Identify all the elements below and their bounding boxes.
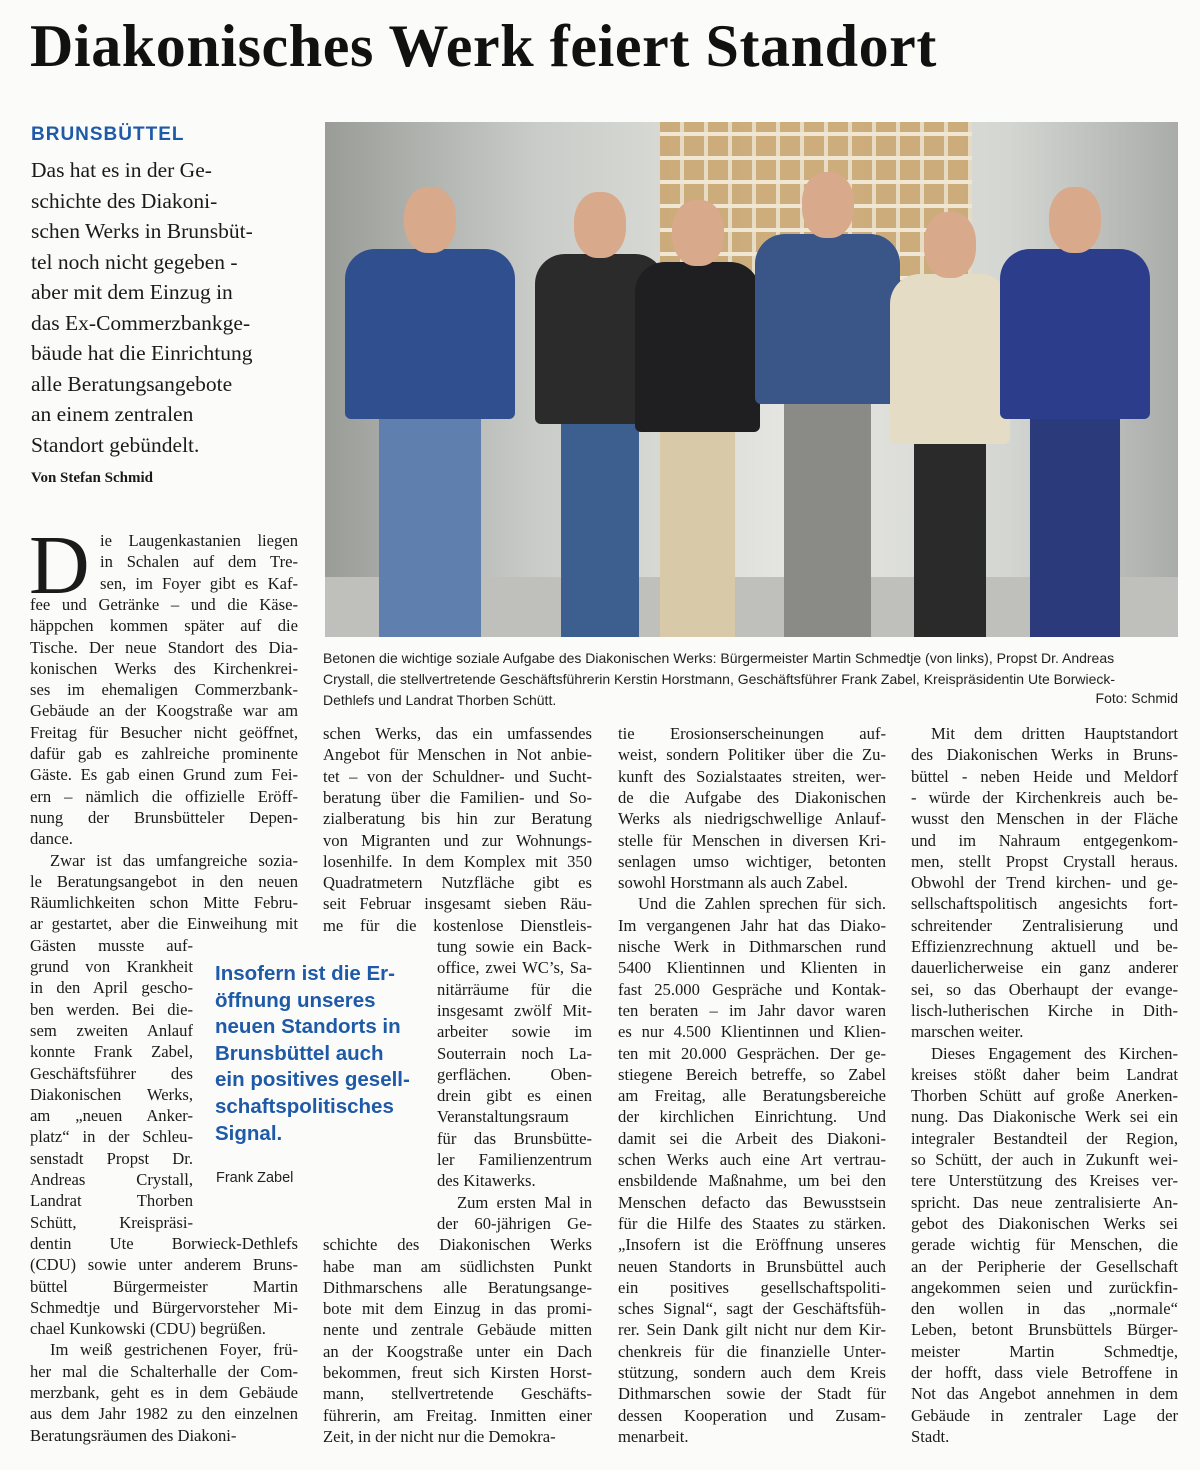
body-text-line: Quadratmetern Nutzfläche gibt es [323, 873, 592, 893]
body-text-line: dentin Ute Borwieck-Dethlefs [30, 1233, 298, 1253]
body-text-line: nente und zentrale Gebäude mitten [323, 1320, 592, 1340]
intro-line: aber mit dem Einzug in [31, 280, 233, 304]
body-text-line: Mit dem dritten Hauptstandort [931, 724, 1178, 743]
body-text-line: gerade wichtig für Menschen, die [911, 1235, 1178, 1255]
body-text-line: Diakonischen Werks, [30, 1084, 193, 1104]
body-text-line: Gäste. Es gab einen Grund zum Fei- [30, 765, 298, 785]
body-text-line: schichte des Diakonischen Werks [323, 1235, 592, 1255]
body-text-line: der kirchlichen Einrichtung. Und [618, 1107, 886, 1127]
body-text-line: in den April gescho- [30, 978, 193, 998]
body-text-line: Stadt. [911, 1426, 950, 1446]
body-text-line: den wollen in das „normale“ [911, 1299, 1178, 1319]
body-text-line: seit Februar insgesamt sieben Räu- [323, 894, 592, 914]
body-text-line: Veranstaltungsraum [437, 1107, 569, 1127]
body-text-line: zialberatung bis hin zur Beratung [323, 809, 592, 829]
body-text-line: Landrat Thorben [30, 1191, 193, 1211]
body-text-line: me für die kostenlose Dienstleis- [323, 915, 592, 935]
body-text-line: dessen Kooperation und Zusam- [618, 1405, 886, 1425]
body-text-line: gerflächen. Oben- [437, 1064, 592, 1084]
person-head [404, 187, 456, 253]
body-text-line: Werks als niedrigschwellige Anlauf- [618, 809, 886, 829]
body-text-line: tung sowie ein Back- [437, 937, 592, 956]
body-text-line: Schütt, Kreispräsi- [30, 1212, 193, 1232]
person-legs [660, 430, 735, 637]
pull-quote-line: ein positives gesell- [215, 1068, 410, 1092]
body-text-line: es nur 4.500 Klientinnen und Klien- [618, 1022, 886, 1042]
person-legs [914, 442, 986, 637]
body-text-line: angekommen seien und zurückfin- [911, 1277, 1178, 1297]
body-text-line: wusst den Menschen in der Fläche [911, 809, 1178, 829]
intro-line: bäude hat die Einrichtung [31, 341, 253, 365]
photo-person [635, 122, 760, 637]
body-text-line: Zeit, in der nicht nur die Demokra- [323, 1426, 556, 1446]
body-text-line: schen Werks, das ein umfassendes [323, 724, 592, 743]
body-text-line: von Migranten und zur Wohnungs- [323, 830, 592, 850]
body-text-line: an der Peripherie der Gesellschaft [911, 1256, 1178, 1276]
body-text-line: Geschäftsführer des [30, 1063, 193, 1083]
body-text-line: grund von Krankheit [30, 957, 193, 976]
pull-quote-line: öffnung unseres [215, 988, 376, 1012]
person-legs [1030, 417, 1120, 637]
body-text-line: insgesamt zwölf Mit- [437, 1000, 592, 1020]
body-text-line: Schmedtje und Bürgervorsteher Mi- [30, 1297, 298, 1317]
body-text-line: bekommen, freut sich Kirsten Horst- [323, 1363, 592, 1382]
body-text-line: menarbeit. [618, 1426, 689, 1446]
body-text-line: sen, im Foyer gibt es Kaf- [100, 573, 298, 593]
person-torso [890, 274, 1010, 444]
intro-line: an einem zentralen [31, 402, 194, 426]
body-text-line: stiegene Bereich betreffe, so Zabel [618, 1064, 886, 1084]
body-text-line: tere Unterstützung des Kreises ver- [911, 1171, 1178, 1191]
body-text-line: tet – von der Schuldner- und Sucht- [323, 766, 592, 786]
body-text-line: Dieses Engagement des Kirchen- [931, 1043, 1178, 1063]
body-text-line: und im Nahraum entgegenkom- [911, 830, 1178, 850]
body-text-line: nitärräume für die [437, 979, 592, 999]
body-text-line: de die Aufgabe des Diakonischen [618, 787, 886, 807]
photo-person [755, 122, 900, 637]
body-text-line: sem zweiten Anlauf [30, 1020, 193, 1040]
body-text-line: lisch-lutherischen Kirche in Dith- [911, 1000, 1178, 1020]
drop-cap: D [29, 519, 90, 612]
body-text-line: der hofft, dass viele Betroffene in [911, 1363, 1178, 1382]
body-text-line: des Kitawerks. [437, 1171, 536, 1191]
body-text-line: Not das Angebot annehmen in dem [911, 1384, 1178, 1404]
body-text-line: tie Erosionserscheinungen auf- [618, 724, 886, 743]
body-text-line: sei, so das Oberhaupt der evange- [911, 979, 1178, 999]
body-text-line: Souterrain noch La- [437, 1043, 592, 1063]
body-text-line: Obwohl der Trend kirchen- und ge- [911, 873, 1178, 893]
caption-line: Dethlefs und Landrat Thorben Schütt. [323, 692, 557, 708]
body-text-line: ten mit 20.000 Gesprächen. Der ge- [618, 1043, 886, 1063]
photo-caption [323, 648, 1178, 711]
body-text-line: Thorben Schütt auf große Anerken- [911, 1086, 1178, 1106]
body-text-line: 5400 Klientinnen und Klienten in [618, 958, 886, 978]
body-text-line: stelle für Menschen in diversen Kri- [618, 830, 886, 850]
body-text-line: Gebäude an der Koogstraße war am [30, 701, 298, 721]
body-text-line: habe man am südlichsten Punkt [323, 1256, 592, 1276]
person-legs [379, 417, 481, 637]
person-head [672, 200, 724, 266]
body-text-line: ler Familienzentrum [437, 1150, 592, 1169]
intro-line: das Ex-Commerzbankge- [31, 310, 251, 335]
body-text-line: ses im ehemaligen Commerzbank- [30, 680, 298, 700]
body-text-line: beratung über die Familien- und So- [323, 787, 592, 807]
body-text-line: büttel - neben Heide und Meldorf [911, 766, 1178, 786]
body-text-line: Gebäude in zentraler Lage der [911, 1405, 1178, 1425]
photo-credit: Foto: Schmid [1095, 690, 1178, 706]
body-text-line: an der Koogstraße unter ein Dach [323, 1341, 592, 1361]
body-text-line: kunft des Sozialstaates streiten, wer- [618, 766, 886, 786]
body-text-line: am Freitag, alle Beratungsbereiche [618, 1086, 886, 1106]
photo-person [890, 122, 1010, 637]
body-text-line: sowohl Horstmann als auch Zabel. [618, 873, 848, 893]
person-legs [784, 402, 871, 637]
pull-quote-author: Frank Zabel [216, 1170, 294, 1186]
body-text-line: führerin, am Freitag. Inmitten einer [323, 1405, 592, 1425]
body-text-line: ie Laugenkastanien liegen [100, 531, 298, 550]
body-text-line: sches Signal“, sagt der Geschäftsfüh- [618, 1299, 886, 1319]
body-text-line: in Schalen auf dem Tre- [100, 552, 298, 572]
body-text-line: Im weiß gestrichenen Foyer, frü- [50, 1340, 298, 1360]
dateline: BRUNSBÜTTEL [31, 124, 185, 145]
body-text-line: ar gestartet, aber die Einweihung mit [30, 914, 298, 934]
caption-line: Betonen die wichtige soziale Aufgabe des Diakonischen Werks: Bürgermeister Martin Schmedtje (von links), Propst Dr. Andreas [323, 650, 1115, 666]
body-text-line: gebot des Diakonischen Werks sei [911, 1213, 1178, 1233]
body-text-line: chael Kunkowski (CDU) begrüßen. [30, 1319, 266, 1339]
body-text-line: - würde der Kirchenkreis auch be- [911, 787, 1178, 807]
body-text-line: dance. [30, 829, 73, 849]
photo-person [345, 122, 515, 637]
body-text-line: dafür gab es zahlreiche prominente [30, 744, 298, 763]
body-text-line: schreitender Zentralisierung und [911, 915, 1178, 935]
photo-person [1000, 122, 1150, 637]
body-text-line: spricht. Das neue zentralisierte An- [911, 1192, 1178, 1212]
body-text-line: Zwar ist das umfangreiche sozia- [50, 850, 298, 870]
body-text-line: für das Brunsbütte- [437, 1128, 592, 1148]
pull-quote-line: Insofern ist die Er- [215, 962, 395, 985]
body-text-line: drein gibt es einen [437, 1086, 592, 1106]
body-text-line: kreises stößt daher beim Landrat [911, 1064, 1178, 1084]
body-text-line: senstadt Propst Dr. [30, 1148, 193, 1168]
intro-line: schichte des Diakoni- [31, 188, 218, 213]
body-text-line: Zum ersten Mal in [457, 1192, 592, 1212]
person-head [574, 192, 626, 258]
body-text-line: losenhilfe. In dem Komplex mit 350 [323, 851, 592, 871]
body-text-line: marschen weiter. [911, 1022, 1024, 1042]
body-text-line: nische Werk in Dithmarschen rund [618, 937, 886, 956]
body-text-line: der 60-jährigen Ge- [437, 1213, 592, 1233]
byline: Von Stefan Schmid [31, 470, 153, 486]
body-text-line: le Beratungsangebot in den neuen [30, 871, 298, 891]
pull-quote-line: neuen Standorts in [215, 1015, 401, 1039]
body-text-line: platz“ in der Schleu- [30, 1127, 193, 1147]
body-text-line: häppchen kommen später auf die [30, 616, 298, 636]
body-text-line: dauerlicherweise ein ganz anderer [911, 958, 1178, 978]
body-text-line: Räumlichkeiten schon Mitte Febru- [30, 893, 298, 913]
intro-line: tel noch nicht gegeben - [31, 249, 238, 274]
body-text-line: Beratungsräumen des Diakoni- [30, 1425, 237, 1445]
body-text-line: chenkreis für die finanzielle Unter- [618, 1341, 886, 1361]
body-text-line: Tische. Der neue Standort des Dia- [30, 637, 298, 657]
body-text-line: aus dem Jahr 1982 zu den einzelnen [30, 1404, 298, 1424]
body-text-line: Leben, betont Brunsbüttels Bürger- [911, 1320, 1178, 1340]
body-text-line: nung der Brunsbütteler Depen- [30, 807, 298, 827]
body-text-line: bote mit dem Einzug in das promi- [323, 1299, 592, 1319]
body-text-line: schen Werks auch eine Art vertrau- [618, 1150, 886, 1169]
body-text-line: merzbank, geht es in dem Gebäude [30, 1383, 298, 1402]
body-text-line: Angebot für Menschen in Not anbie- [323, 745, 592, 765]
body-text-line: konischen Werks des Kirchenkrei- [30, 658, 298, 678]
person-head [802, 172, 854, 238]
intro-line: schen Werks in Brunsbüt- [31, 219, 253, 243]
body-text-line: büttel Bürgermeister Martin [30, 1276, 298, 1296]
body-text-line: ben werden. Bei die- [30, 999, 193, 1019]
body-text-line: am „neuen Anker- [30, 1106, 193, 1126]
pull-quote-line: Signal. [215, 1121, 283, 1145]
intro-line: alle Beratungsangebote [31, 371, 233, 396]
body-text-line: fee und Getränke – und die Käse- [30, 594, 298, 614]
body-text-line: Andreas Crystall, [30, 1170, 193, 1189]
intro-line: Das hat es in der Ge- [31, 158, 212, 182]
body-text-line: integraler Bestandteil der Region, [911, 1128, 1178, 1148]
body-text-line: des Diakonischen Werks in Bruns- [911, 745, 1178, 765]
body-text-line: arbeiter sowie im [437, 1022, 592, 1042]
body-text-line: her mal die Schalterhalle der Com- [30, 1361, 298, 1381]
body-text-line: nung. Das Diakonische Werk sei ein [911, 1107, 1178, 1127]
caption-line: Crystall, die stellvertretende Geschäftsführerin Kerstin Horstmann, Geschäftsführer Frank Zabel, Kreispräsidentin Ute Borwieck- [323, 671, 1116, 687]
body-text-line: Menschen defacto das Bewusstsein [618, 1192, 886, 1212]
person-torso [345, 249, 515, 419]
body-text-line: ern – nämlich die offizielle Eröff- [30, 786, 298, 806]
body-text-line: Im vergangenen Jahr hat das Diako- [618, 915, 886, 935]
body-text-line: rer. Sein Dank gilt nicht nur dem Kir- [618, 1320, 886, 1340]
body-text-line: Dithmarschens alle Beratungsange- [323, 1277, 592, 1297]
body-text-line: für die Hilfe des Staates zu stärken. [618, 1213, 886, 1233]
body-text-line: Dithmarschen sowie der Stadt für [618, 1384, 886, 1404]
body-text-line: so Schütt, der auch in Zukunft wei- [911, 1150, 1178, 1169]
body-text-line: mann, stellvertretende Geschäfts- [323, 1384, 592, 1404]
body-text-line: senlagen umso wichtiger, betonten [618, 851, 886, 871]
person-torso [635, 262, 760, 432]
body-text-line: ein positives gesellschaftspoliti- [618, 1277, 886, 1297]
body-text-line: stützung, sondern auch dem Kreis [618, 1363, 886, 1382]
body-text-line: ensbildende Maßnahme, um bei den [618, 1171, 886, 1191]
intro-line: Standort gebündelt. [31, 432, 200, 457]
body-text-line: (CDU) sowie unter anderem Bruns- [30, 1255, 298, 1275]
body-text-line: damit sei die Arbeit des Diakoni- [618, 1128, 886, 1148]
body-text-line: men, stellt Propst Crystall heraus. [911, 851, 1178, 871]
body-text-line: weist, sondern Politiker über die Zu- [618, 745, 886, 765]
body-text-line: Und die Zahlen sprechen für sich. [638, 894, 886, 914]
body-text-line: office, zwei WC’s, Sa- [437, 958, 592, 978]
body-text-line: sellschaftspolitisch angesichts fort- [911, 894, 1178, 914]
body-text-line: Effizienzrechnung aktuell und be- [911, 937, 1178, 956]
person-head [1049, 187, 1101, 253]
pull-quote-line: Brunsbüttel auch [215, 1041, 384, 1065]
body-text-line: fast 25.000 Gespräche und Kontak- [618, 979, 886, 999]
body-text-line: Gästen musste auf- [30, 935, 193, 955]
body-text-line: meister Martin Schmedtje, [911, 1341, 1178, 1361]
body-text-line: ten beraten – im Jahr davor waren [618, 1000, 886, 1020]
article-headline: Diakonisches Werk feiert Standort [30, 13, 937, 79]
body-text-line: Freitag für Besucher nicht geöffnet, [30, 722, 298, 742]
person-torso [1000, 249, 1150, 419]
pull-quote-line: schaftspolitisches [215, 1095, 394, 1118]
person-head [924, 212, 976, 278]
person-torso [755, 234, 900, 404]
article-photo [325, 122, 1178, 637]
body-text-line: konnte Frank Zabel, [30, 1042, 193, 1062]
body-text-line: „Insofern ist die Eröffnung unseres [618, 1235, 886, 1255]
body-text-line: neuen Standorts in Brunsbüttel auch [618, 1256, 886, 1276]
person-legs [561, 422, 639, 637]
